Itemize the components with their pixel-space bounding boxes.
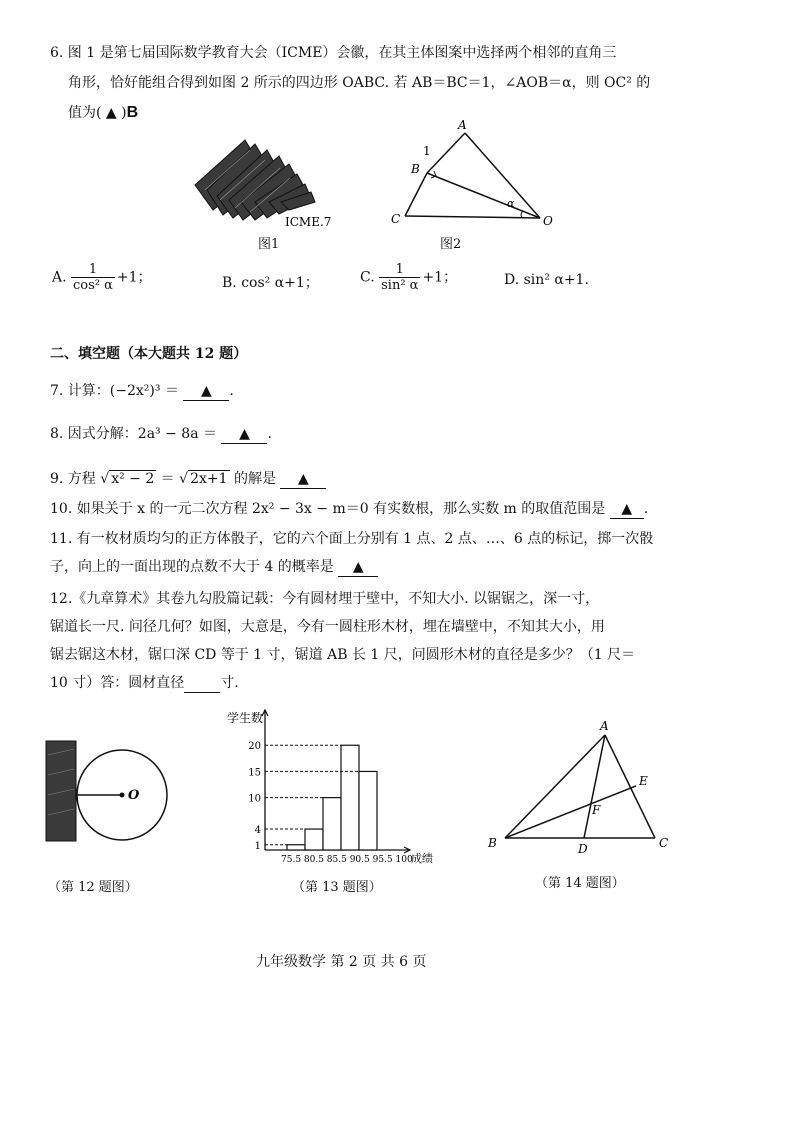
q6-option-d: D. sin² α+1. [504,272,589,288]
histogram-xticks: 75.5 80.5 85.5 90.5 95.5 100 [281,855,413,865]
q8: 8. 因式分解：2a³ − 8a ＝ ▲ . [50,426,272,442]
svg-text:F: F [592,803,601,817]
q6-option-a: A. $\frac{1}{\text{cos² α}}$ +1； [52,262,152,293]
fig2-caption: 图2 [440,237,462,252]
histogram-bar [359,771,377,850]
q9-blank: ▲ [280,470,326,489]
histogram-ytick: 1 [254,840,261,852]
q10-blank: ▲ [610,500,644,519]
q6-option-b: B. cos² α+1； [222,275,319,291]
q6-handwritten-answer: B [126,104,139,121]
fig14-caption: （第 14 题图） [535,876,625,891]
q12-line2: 锯道长一尺. 问径几何？如图，大意是，今有一圆柱形木材，埋在墙壁中，不知其大小，用 [50,619,605,635]
icme-logo-label: ICME.7 [285,215,332,229]
svg-text:α: α [507,197,515,210]
svg-text:B: B [488,836,497,850]
histogram-ytick: 4 [254,825,261,837]
histogram-bar [305,829,323,850]
q7: 7. 计算：(−2x²)³ ＝ ▲ . [50,383,234,399]
fig14-triangle [480,715,680,865]
svg-text:A: A [600,719,609,733]
q7-blank: ▲ [183,382,229,401]
svg-text:B: B [411,162,420,176]
q6-option-c: C. $\frac{1}{\text{sin² α}}$ +1； [360,262,458,293]
q12-line4: 10 寸）答：圆材直径 寸. [50,675,239,691]
histogram-ytick: 15 [248,767,261,779]
fig12-caption: （第 12 题图） [48,880,138,895]
q11-line1: 11. 有一枚材质均匀的正方体骰子，它的六个面上分别有 1 点、2 点、…、6 点的标记，掷一次骰 [50,531,654,547]
histogram-bar [323,798,341,850]
fig13-histogram [225,700,445,870]
q6-line3 [68,104,138,122]
fig2-quadrilateral [385,115,565,235]
q8-blank: ▲ [221,425,267,444]
svg-text:C: C [391,212,401,226]
histogram-ylabel: 学生数 [227,711,264,725]
q11-line2: 子，向上的一面出现的点数不大于 4 的概率是 ▲ [50,558,378,577]
fig13-caption: （第 13 题图） [292,880,382,895]
icme-logo-figure [185,130,355,230]
fig1-caption: 图1 [258,237,280,252]
q10: 10. 如果关于 x 的一元二次方程 2x² − 3x − m＝0 有实数根，那么实数 m 的取值范围是 ▲ . [50,501,649,517]
q9: 9. 方程 √ x² − 2 ＝ √ 2x+1 的解是 ▲ [50,470,326,489]
svg-text:D: D [578,842,588,856]
page-footer: 九年级数学 第 2 页 共 6 页 [256,954,427,970]
histogram-bar [341,745,359,850]
svg-text:1: 1 [423,144,431,158]
q12-line3: 锯去锯这木材，锯口深 CD 等于 1 寸，锯道 AB 长 1 尺，问圆形木材的直径是多少？（1 尺＝ [50,647,636,663]
q6-line2: 角形，恰好能组合得到如图 2 所示的四边形 OABC. 若 AB＝BC＝1，∠AOB＝α，则 OC² 的 [68,75,651,91]
section2-heading: 二、填空题（本大题共 12 题） [50,346,248,362]
q6-line1: 6. 图 1 是第七届国际数学教育大会（ICME）会徽，在其主体图案中选择两个相邻的直角三 [50,45,617,61]
histogram-ytick: 10 [248,793,261,805]
histogram-ytick: 20 [248,741,261,753]
svg-text:A: A [458,118,467,132]
q11-blank: ▲ [338,558,378,577]
svg-text:O: O [543,214,553,228]
histogram-bar [287,845,305,850]
q6-stem: 值为( ▲ ) [68,105,127,121]
svg-text:O: O [128,788,140,803]
q12-line1: 12.《九章算术》其卷九勾股篇记载：今有圆材埋于壁中，不知大小. 以锯锯之，深一寸， [50,591,600,607]
q12-blank [184,674,220,693]
histogram-xlabel: 成绩 [411,852,433,865]
svg-text:E: E [639,774,648,788]
fig12-circle-wall [40,735,170,865]
svg-text:C: C [659,836,669,850]
